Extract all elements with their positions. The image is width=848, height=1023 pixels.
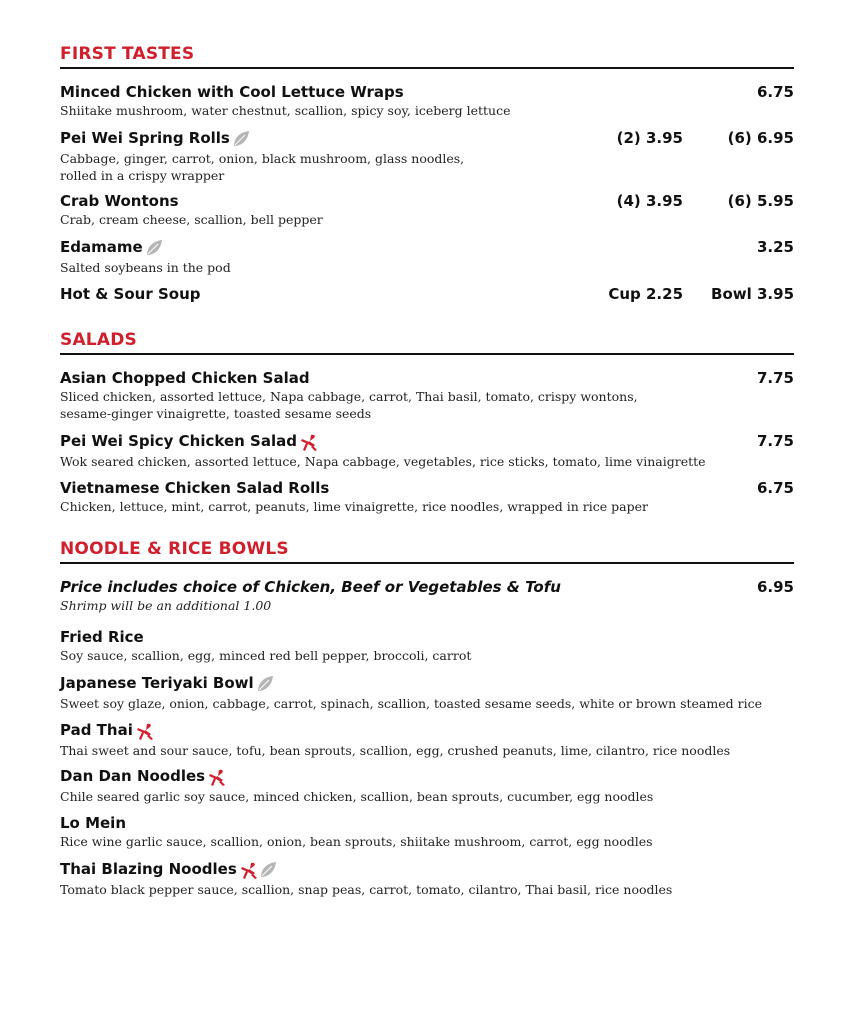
- menu-item: [60, 577, 794, 614]
- menu-item-name-row: [60, 720, 794, 742]
- menu-item-name: Lo Mein: [60, 814, 127, 832]
- menu-item: [60, 720, 794, 759]
- menu-item-description: Shrimp will be an additional 1.00: [60, 598, 272, 613]
- menu-item-name-row: [60, 82, 794, 102]
- vegetarian-leaf-icon: [145, 240, 163, 258]
- menu-item-description: Cabbage, ginger, carrot, onion, black mushroom, glass noodles,: [60, 151, 465, 166]
- menu-item-description: Salted soybeans in the pod: [60, 260, 231, 275]
- spicy-icon: [299, 434, 319, 452]
- menu-item-price: 7.75: [756, 369, 794, 387]
- section-divider: [60, 353, 794, 355]
- menu-item-description: Thai sweet and sour sauce, tofu, bean sprouts, scallion, egg, crushed peanuts, lime, cilantro, rice noodles: [60, 743, 731, 758]
- vegetarian-leaf-icon: [256, 676, 274, 694]
- menu-item-description: Sliced chicken, assorted lettuce, Napa cabbage, carrot, Thai basil, tomato, crispy wontons,: [60, 389, 638, 404]
- menu-item-name-row: [60, 627, 794, 647]
- menu-item-price: 7.75: [756, 432, 794, 450]
- menu-item: [60, 128, 794, 184]
- menu-item: [60, 813, 794, 850]
- menu-item-description: sesame-ginger vinaigrette, toasted sesame seeds: [60, 406, 372, 421]
- menu-item-description: Crab, cream cheese, scallion, bell pepper: [60, 212, 323, 227]
- section-title: NOODLE & RICE BOWLS: [60, 539, 289, 559]
- menu-item-price-small: Cup 2.25: [608, 285, 683, 303]
- menu-item-icons: [299, 433, 319, 453]
- menu-item-price-small: (2) 3.95: [616, 129, 683, 147]
- menu-item-name-row: [60, 284, 794, 304]
- menu-item-name: Pad Thai: [60, 721, 133, 739]
- menu-item-price: (6) 5.95: [727, 192, 794, 210]
- menu-item: [60, 478, 794, 515]
- menu-item-icons: [256, 675, 274, 695]
- spicy-icon: [239, 862, 259, 880]
- menu-item-description: Soy sauce, scallion, egg, minced red bell pepper, broccoli, carrot: [60, 648, 472, 663]
- spicy-icon: [135, 723, 155, 741]
- menu-item: [60, 237, 794, 276]
- menu-item: [60, 766, 794, 805]
- menu-item: [60, 431, 794, 470]
- menu-item-icons: [135, 722, 155, 742]
- menu-item-price: Bowl 3.95: [711, 285, 794, 303]
- section-header: [60, 330, 794, 355]
- section-header: [60, 539, 794, 564]
- menu-item-description: rolled in a crispy wrapper: [60, 168, 225, 183]
- menu-item-description: Tomato black pepper sauce, scallion, snap peas, carrot, tomato, cilantro, Thai basil, rice noodles: [60, 882, 673, 897]
- menu-item-description: Chicken, lettuce, mint, carrot, peanuts, lime vinaigrette, rice noodles, wrapped in rice paper: [60, 499, 648, 514]
- menu-item-name-row: [60, 128, 794, 150]
- menu-item-name: Pei Wei Spicy Chicken Salad: [60, 432, 297, 450]
- section-title: FIRST TASTES: [60, 44, 195, 64]
- menu-item-price: 6.95: [756, 578, 794, 596]
- menu-item: [60, 82, 794, 119]
- menu-item-name-row: [60, 431, 794, 453]
- menu-item-price: (6) 6.95: [727, 129, 794, 147]
- menu-item-name: Pei Wei Spring Rolls: [60, 129, 230, 147]
- menu-item-name: Thai Blazing Noodles: [60, 860, 237, 878]
- menu-item: [60, 627, 794, 664]
- menu-item-name: Price includes choice of Chicken, Beef or Vegetables & Tofu: [60, 578, 561, 596]
- menu-item-name: Asian Chopped Chicken Salad: [60, 369, 310, 387]
- menu-item-description: Sweet soy glaze, onion, cabbage, carrot, spinach, scallion, toasted sesame seeds, white or brown steamed rice: [60, 696, 762, 711]
- menu-item-name-row: [60, 859, 794, 881]
- section-divider: [60, 562, 794, 564]
- menu-item-price: 3.25: [756, 238, 794, 256]
- menu-item-price: 6.75: [756, 83, 794, 101]
- menu-item-name: Dan Dan Noodles: [60, 767, 206, 785]
- menu-item-icons: [207, 768, 227, 788]
- menu-item-icons: [232, 130, 250, 150]
- menu-item-name-row: [60, 673, 794, 695]
- menu-item-name: Hot & Sour Soup: [60, 285, 201, 303]
- menu-item: [60, 191, 794, 228]
- section-header: [60, 44, 794, 69]
- vegetarian-leaf-icon: [259, 862, 277, 880]
- menu-item-name: Fried Rice: [60, 628, 144, 646]
- menu-item-price: 6.75: [756, 479, 794, 497]
- menu-item-name-row: [60, 368, 794, 388]
- menu-item-name-row: [60, 237, 794, 259]
- menu-item-icons: [145, 239, 163, 259]
- vegetarian-leaf-icon: [232, 131, 250, 149]
- menu-item: [60, 368, 794, 422]
- menu-item-name-row: [60, 577, 794, 597]
- menu-item-description: Chile seared garlic soy sauce, minced chicken, scallion, bean sprouts, cucumber, egg noodles: [60, 789, 654, 804]
- menu-item: [60, 284, 794, 304]
- section-title: SALADS: [60, 330, 137, 350]
- menu-item-name: Edamame: [60, 238, 143, 256]
- menu-item-description: Shiitake mushroom, water chestnut, scallion, spicy soy, iceberg lettuce: [60, 103, 511, 118]
- section-divider: [60, 67, 794, 69]
- menu-item: [60, 673, 794, 712]
- menu-item-description: Wok seared chicken, assorted lettuce, Napa cabbage, vegetables, rice sticks, tomato, lime vinaigrette: [60, 454, 706, 469]
- menu-item-name: Crab Wontons: [60, 192, 179, 210]
- menu-item-name: Japanese Teriyaki Bowl: [60, 674, 254, 692]
- spicy-icon: [207, 769, 227, 787]
- menu-item-name-row: [60, 766, 794, 788]
- menu-item-name: Minced Chicken with Cool Lettuce Wraps: [60, 83, 404, 101]
- menu-item-name-row: [60, 478, 794, 498]
- menu-item: [60, 859, 794, 898]
- menu-item-name: Vietnamese Chicken Salad Rolls: [60, 479, 330, 497]
- menu-item-price-small: (4) 3.95: [616, 192, 683, 210]
- menu-item-icons: [239, 861, 277, 881]
- menu-item-name-row: [60, 191, 794, 211]
- menu-item-description: Rice wine garlic sauce, scallion, onion, bean sprouts, shiitake mushroom, carrot, egg noodles: [60, 834, 653, 849]
- menu-item-name-row: [60, 813, 794, 833]
